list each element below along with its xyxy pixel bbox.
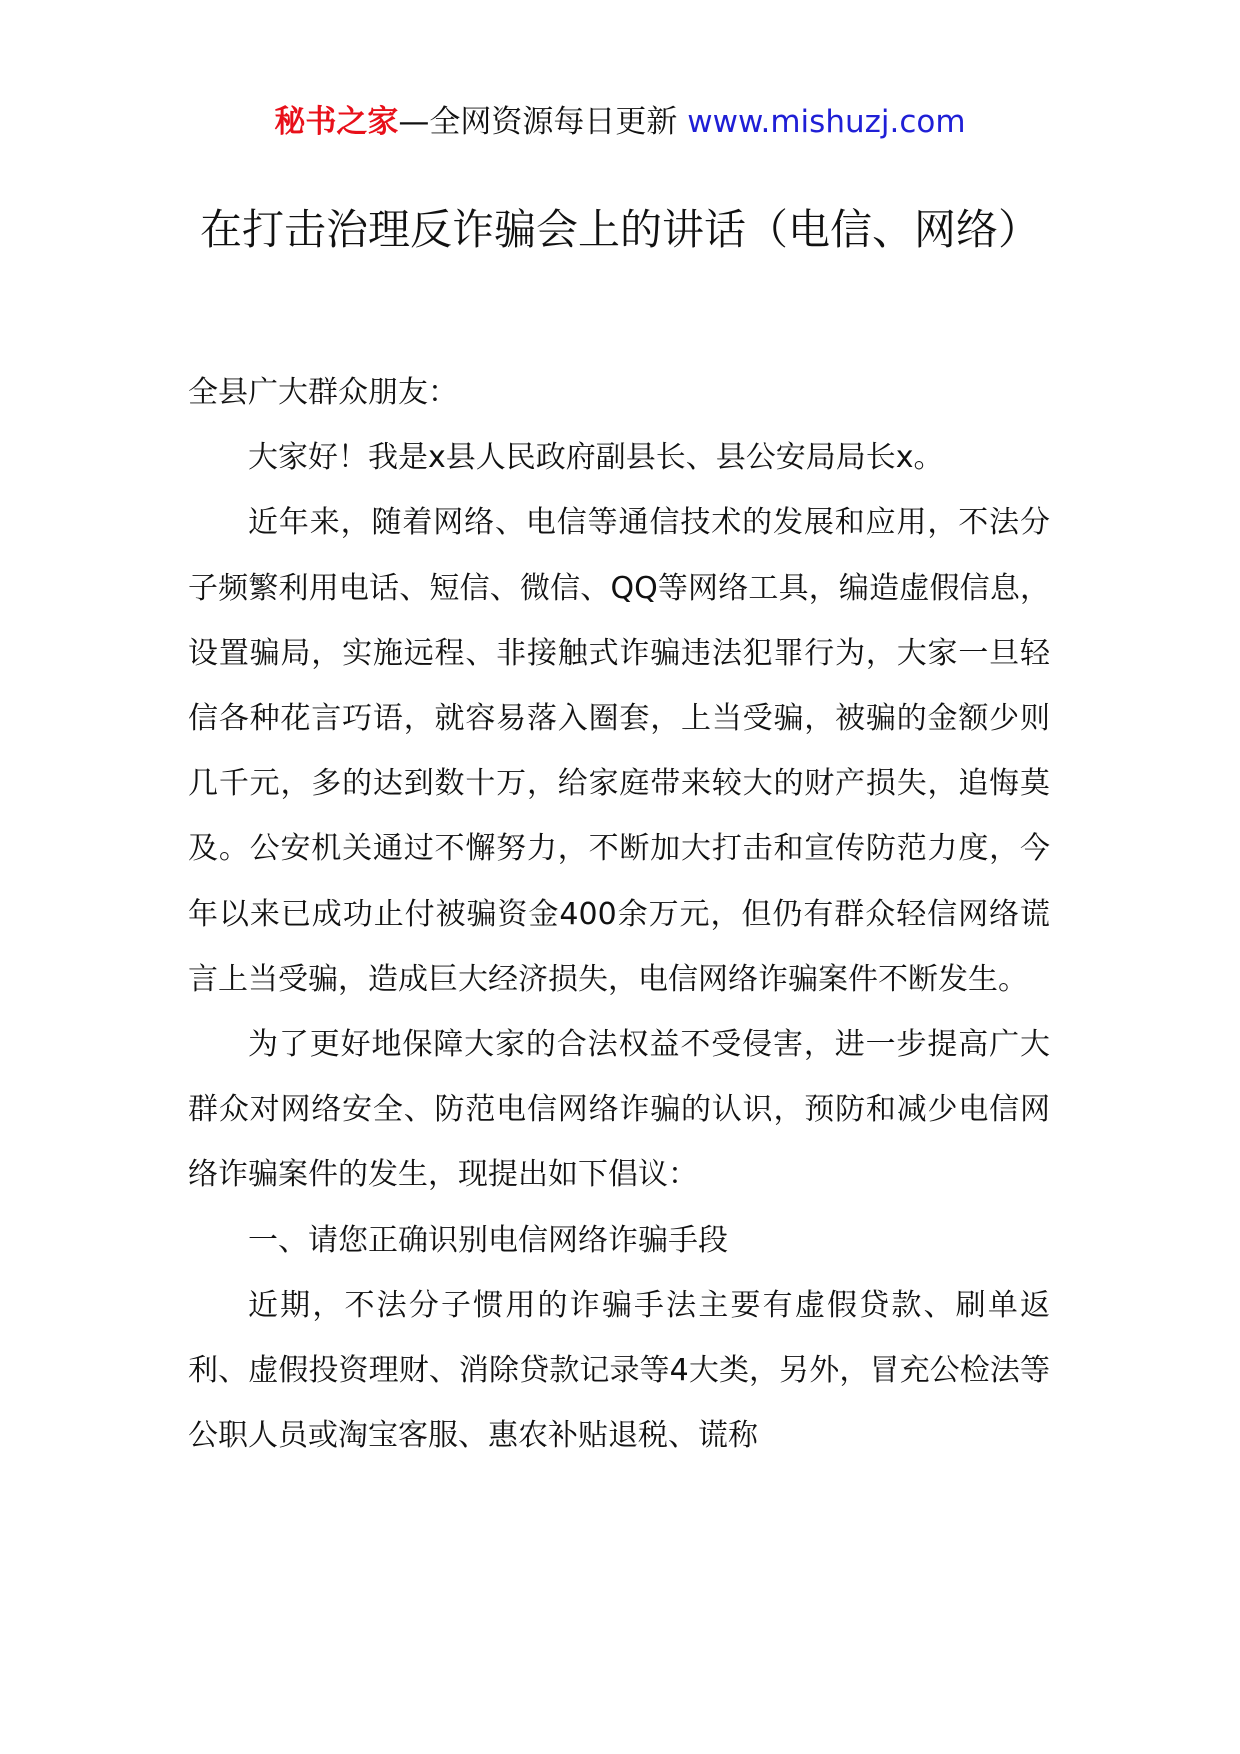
site-brand: 秘书之家 — [274, 104, 399, 140]
document-title: 在打击治理反诈骗会上的讲话（电信、网络） — [199, 205, 1040, 254]
salutation: 全县广大群众朋友： — [188, 375, 458, 410]
paragraph-methods: 近期，不法分子惯用的诈骗手法主要有虚假贷款、刷单返利、虚假投资理财、消除贷款记录等4大类，另外，冒充公检法等公职人员或淘宝客服、惠农补贴退税、谎称 — [188, 1287, 1050, 1454]
document-body — [188, 360, 1050, 1468]
paragraph-background: 近年来，随着网络、电信等通信技术的发展和应用，不法分子频繁利用电话、短信、微信、QQ等网络工具，编造虚假信息，设置骗局，实施远程、非接触式诈骗违法犯罪行为，大家一旦轻信各种花言巧语，就容易落入圈套，上当受骗，被骗的金额少则几千元，多的达到数十万，给家庭带来较大的财产损失，追悔莫及。公安机关通过不懈努力，不断加大打击和宣传防范力度，今年以来已成功止付被骗资金400余万元，但仍有群众轻信网络谎言上当受骗，造成巨大经济损失，电信网络诈骗案件不断发生。 — [188, 505, 1050, 997]
site-url-link[interactable]: www.mishuzj.com — [687, 104, 966, 140]
section-heading-1: 一、请您正确识别电信网络诈骗手段 — [248, 1222, 728, 1258]
site-slogan: —全网资源每日更新 — [398, 104, 678, 140]
paragraph-greeting: 大家好！我是x县人民政府副县长、县公安局局长x。 — [248, 440, 944, 476]
site-header — [0, 100, 1240, 144]
paragraph-proposal: 为了更好地保障大家的合法权益不受侵害，进一步提高广大群众对网络安全、防范电信网络诈骗的认识，预防和减少电信网络诈骗案件的发生，现提出如下倡议： — [188, 1027, 1050, 1193]
